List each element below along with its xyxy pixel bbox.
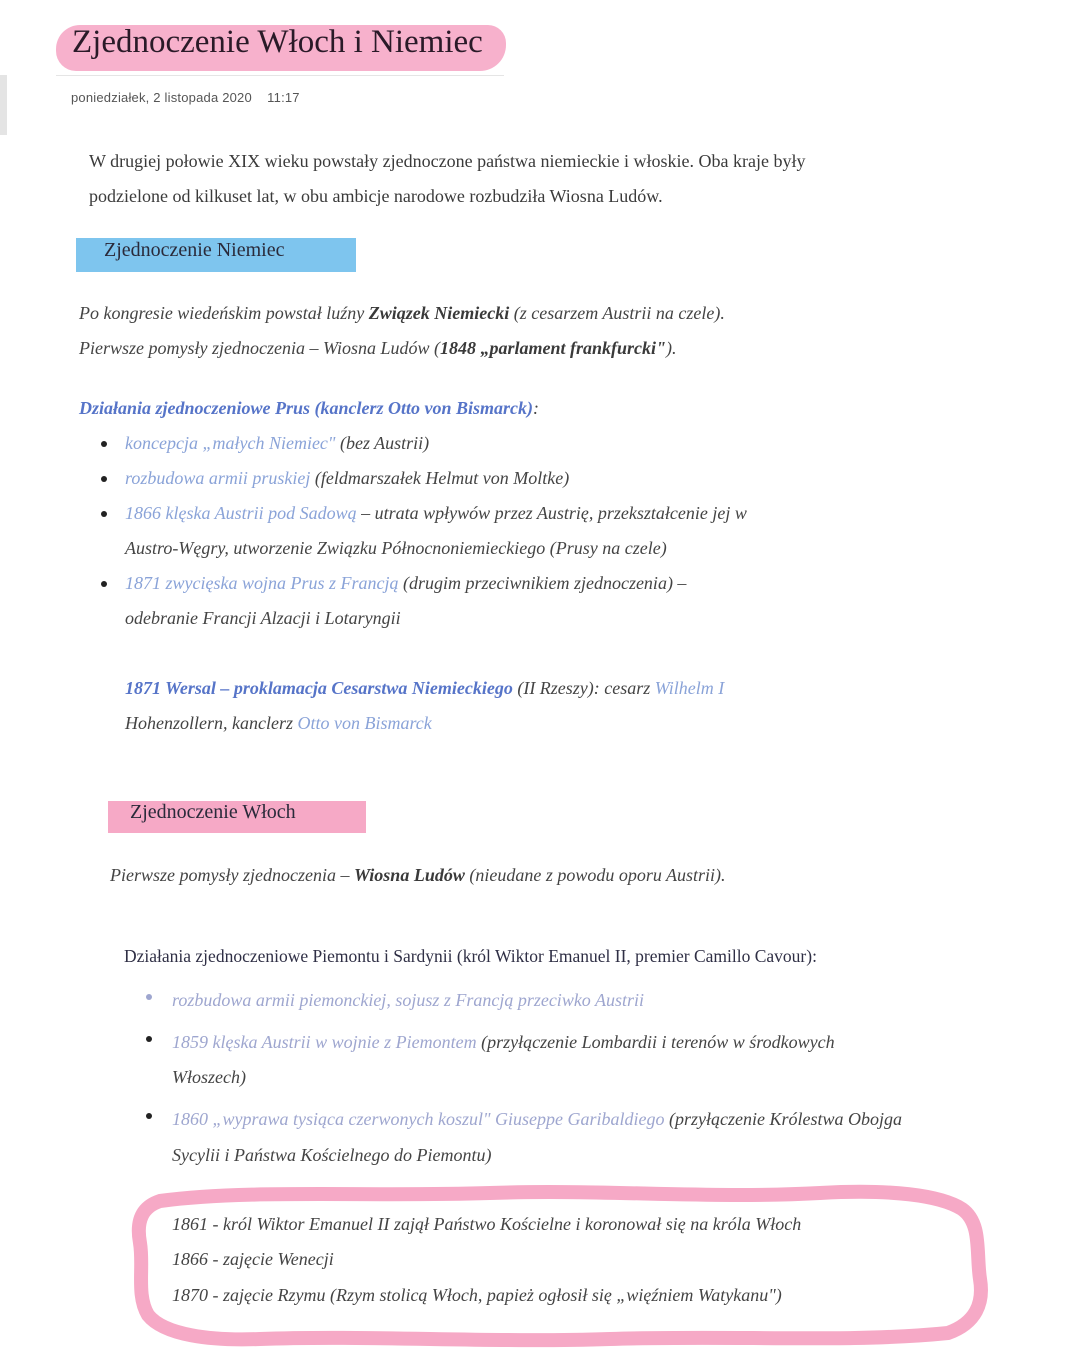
germany-p2-b: 1848 „parlament frankfurcki" [439,338,666,358]
italy-item-2-continued: Włoszech) [172,1067,246,1087]
timeline-entry-1861: 1861 - król Wiktor Emanuel II zajął Państwo Kościelne i koronował się na króla Włoch [172,1214,802,1234]
germany-proclamation-b: Hohenzollern, kanclerz [125,713,298,733]
intro-paragraph [89,144,805,214]
germany-proclamation-chancellor[interactable]: Otto von Bismarck [297,713,432,733]
italy-item-3-continued: Sycylii i Państwa Kościelnego do Piemontu) [172,1145,492,1165]
germany-proclamation-emperor[interactable]: Wilhelm I [654,678,725,698]
bullet-icon [101,441,107,447]
bullet-icon [101,511,107,517]
germany-item-3 [125,496,747,531]
italy-item-1-link[interactable]: rozbudowa armii piemonckiej, sojusz z Francją przeciwko Austrii [172,990,644,1010]
intro-line-1: W drugiej połowie XIX wieku powstały zjednoczone państwa niemieckie i włoskie. Oba kraje były [89,151,806,171]
germany-heading: Zjednoczenie Niemiec [104,239,285,261]
italy-p1-c: (nieudane z powodu oporu Austrii). [464,865,726,885]
italy-item-3-rest: (przyłączenie Królestwa Obojga [664,1109,902,1129]
germany-item-4 [125,566,686,601]
germany-proclamation-a: (II Rzeszy): cesarz [512,678,655,698]
post-title[interactable]: Zjednoczenie Włoch i Niemiec [72,24,483,60]
italy-item-3 [172,1102,902,1137]
germany-item-3-link[interactable]: 1866 klęska Austrii pod Sadową [125,503,357,523]
bullet-icon [146,994,152,1000]
germany-actions-colon: : [533,398,540,418]
bullet-icon [101,476,107,482]
germany-actions-label: Działania zjednoczeniowe Prus (kanclerz Otto von Bismarck) [79,398,534,418]
post-date-text: poniedziałek, 2 listopada 2020 [71,90,252,105]
italy-p1-a: Pierwsze pomysły zjednoczenia – [110,865,354,885]
germany-item-2-rest: (feldmarszałek Helmut von Moltke) [310,468,570,488]
germany-item-1-link[interactable]: koncepcja „małych Niemiec" [125,433,336,453]
italy-p1-b: Wiosna Ludów [353,865,465,885]
germany-proclamation-label: 1871 Wersal – proklamacja Cesarstwa Niemieckiego [125,678,513,698]
germany-item-1 [125,426,429,461]
italy-item-2 [172,1025,835,1060]
germany-item-2 [125,461,569,496]
germany-p2-c: ). [666,338,677,358]
germany-p1-a: Po kongresie wiedeńskim powstał luźny [79,303,369,323]
bullet-icon [101,581,107,587]
post-time-text: 11:17 [267,90,300,105]
page-gutter [0,75,7,135]
germany-item-4-link[interactable]: 1871 zwycięska wojna Prus z Francją [125,573,399,593]
germany-p1-c: (z cesarzem Austrii na czele). [509,303,725,323]
italy-item-2-link[interactable]: 1859 klęska Austrii w wojnie z Piemontem [172,1032,477,1052]
germany-item-4-rest: (drugim przeciwnikiem zjednoczenia) – [398,573,687,593]
italy-paragraph-1 [110,858,726,893]
germany-item-2-link[interactable]: rozbudowa armii pruskiej [125,468,311,488]
italy-actions-label: Działania zjednoczeniowe Piemontu i Sardynii (król Wiktor Emanuel II, premier Camillo Cavour): [124,946,817,966]
germany-item-3-rest: – utrata wpływów przez Austrię, przekształcenie jej w [356,503,747,523]
italy-item-3-link[interactable]: 1860 „wyprawa tysiąca czerwonych koszul" Giuseppe Garibaldiego [172,1109,665,1129]
germany-p1-b: Związek Niemiecki [368,303,510,323]
germany-paragraph-1 [79,296,725,331]
post-date [71,90,300,105]
germany-item-1-rest: (bez Austrii) [335,433,430,453]
germany-proclamation-line-1 [125,671,724,706]
germany-proclamation-line-2 [125,706,432,741]
italy-item-1 [172,983,644,1018]
italy-heading: Zjednoczenie Włoch [130,801,296,823]
germany-actions-heading [79,391,539,426]
bullet-icon [146,1113,152,1119]
timeline-entry-1870: 1870 - zajęcie Rzymu (Rzym stolicą Włoch, papież ogłosił się „więźniem Watykanu") [172,1285,782,1305]
germany-item-4-continued: odebranie Francji Alzacji i Lotaryngii [125,608,401,628]
intro-line-2: podzielone od kilkuset lat, w obu ambicje narodowe rozbudziła Wiosna Ludów. [89,186,663,206]
italy-item-2-rest: (przyłączenie Lombardii i terenów w środkowych [476,1032,835,1052]
title-divider [56,75,504,76]
germany-item-3-continued: Austro-Węgry, utworzenie Związku Północnoniemieckiego (Prusy na czele) [125,538,667,558]
bullet-icon [146,1036,152,1042]
germany-paragraph-2 [79,331,677,366]
germany-p2-a: Pierwsze pomysły zjednoczenia – Wiosna Ludów ( [79,338,440,358]
timeline-entry-1866: 1866 - zajęcie Wenecji [172,1249,334,1269]
